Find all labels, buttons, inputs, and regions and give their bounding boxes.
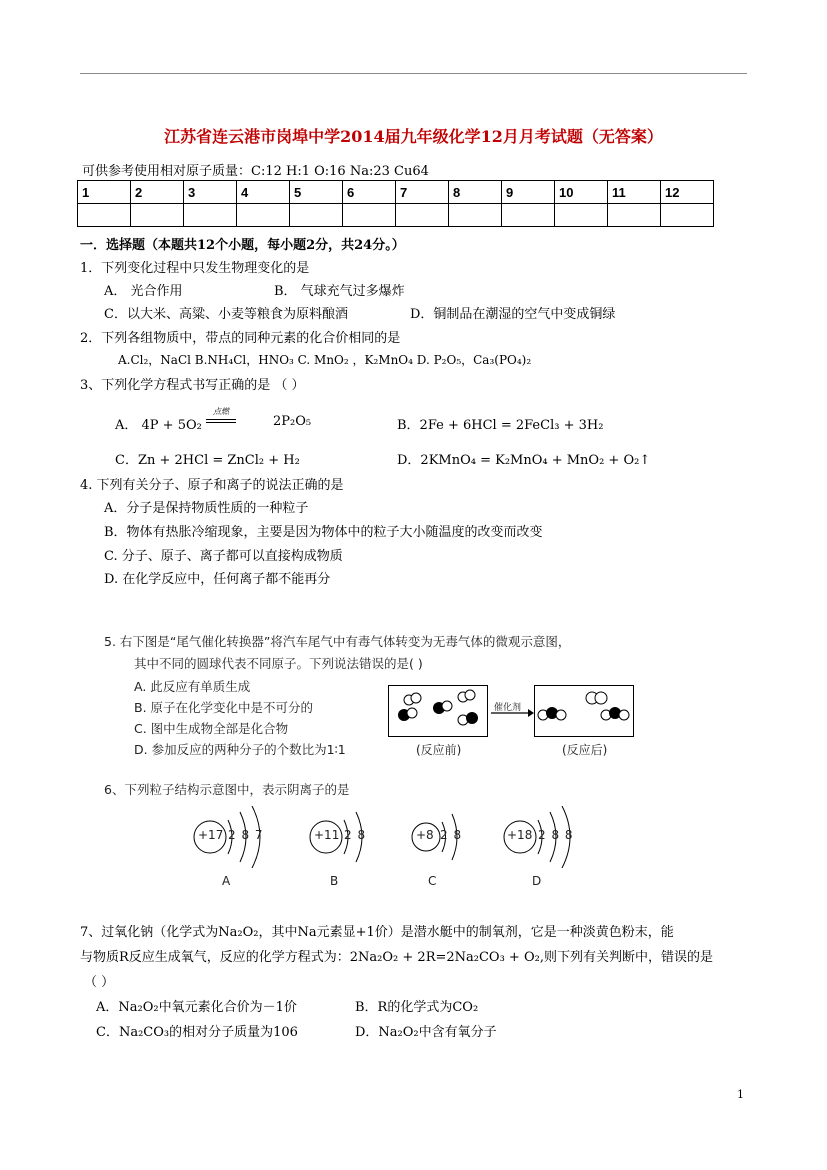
particle-b-label: B [330, 874, 339, 888]
q5-option-d: D. 参加反应的两种分子的个数比为1∶1 [134, 742, 346, 757]
q7-line-1: 7、过氧化钠（化学式为Na₂O₂，其中Na元素显+1价）是潜水艇中的制氧剂，它是一种淡黄色粉末，能 [80, 925, 674, 940]
particle-c-shells: 2 8 [440, 828, 463, 842]
q3-option-b: B．2Fe + 6HCl = 2FeCl₃ + 3H₂ [397, 418, 604, 433]
particle-b-nucleus: +11 [314, 828, 340, 842]
q7-option-c: C．Na₂CO₃的相对分子质量为106 [96, 1025, 298, 1040]
q1-option-c: C．以大米、高粱、小麦等粮食为原料酿酒 [104, 307, 348, 322]
answer-table-header-cell: 11 [608, 181, 661, 204]
answer-cell[interactable] [555, 204, 608, 227]
particle-d-shells: 2 8 8 [538, 828, 574, 842]
reaction-before-box [388, 685, 488, 737]
q3-condition: 点燃 [213, 407, 229, 416]
atomic-mass-note: 可供参考使用相对原子质量：C:12 H:1 O:16 Na:23 Cu64 [82, 164, 429, 179]
particle-b-shells: 2 8 [344, 828, 367, 842]
answer-cell[interactable] [237, 204, 290, 227]
q5-option-a: A. 此反应有单质生成 [134, 679, 251, 694]
catalyst-label: 催化剂 [494, 703, 522, 713]
answer-table-header-cell: 7 [396, 181, 449, 204]
particle-a-nucleus: +17 [198, 828, 224, 842]
q7-line-2: 与物质R反应生成氧气，反应的化学方程式为：2Na₂O₂ + 2R=2Na₂CO₃ + O₂,则下列有关判断中，错误的是 [80, 950, 713, 965]
answer-cell[interactable] [290, 204, 343, 227]
answer-table-header-cell: 5 [290, 181, 343, 204]
q3-option-a-left: A． 4P + 5O₂ [115, 418, 202, 433]
particle-a-label: A [222, 874, 231, 888]
answer-table-header-cell: 2 [131, 181, 184, 204]
particle-d [498, 806, 588, 888]
particle-c [406, 806, 476, 888]
answer-cell[interactable] [608, 204, 661, 227]
answer-table-header-cell: 10 [555, 181, 608, 204]
answer-table-header-cell: 8 [449, 181, 502, 204]
q2-stem: 2．下列各组物质中，带点的同种元素的化合价相同的是 [80, 331, 401, 346]
q5-option-c: C. 图中生成物全部是化合物 [134, 721, 289, 736]
particle-b [306, 806, 376, 888]
particle-c-nucleus: +8 [416, 828, 434, 842]
q4-option-b: B．物体有热胀冷缩现象，主要是因为物体中的粒子大小随温度的改变而改变 [104, 525, 543, 540]
q7-option-b: B．R的化学式为CO₂ [355, 1000, 479, 1015]
q7-option-a: A．Na₂O₂中氧元素化合价为－1价 [96, 1000, 297, 1015]
section-heading: 一．选择题（本题共12个小题，每小题2分，共24分。） [80, 238, 405, 253]
particle-d-nucleus: +18 [507, 828, 533, 842]
q4-option-c: C. 分子、原子、离子都可以直接构成物质 [104, 549, 343, 564]
answer-table [77, 180, 714, 227]
q5-stem-1: 5. 右下图是“尾气催化转换器”将汽车尾气中有毒气体转变为无毒气体的微观示意图， [104, 634, 571, 649]
answer-table-header-cell: 1 [78, 181, 131, 204]
q4-stem: 4. 下列有关分子、原子和离子的说法正确的是 [80, 478, 344, 493]
q1-option-d: D．铜制品在潮湿的空气中变成铜绿 [410, 307, 616, 322]
particle-d-label: D [532, 874, 542, 888]
q7-line-3: （ ） [84, 975, 115, 990]
answer-cell[interactable] [396, 204, 449, 227]
answer-table-header-cell: 4 [237, 181, 290, 204]
reaction-arrow-icon [490, 708, 534, 718]
answer-cell[interactable] [78, 204, 131, 227]
answer-cell[interactable] [502, 204, 555, 227]
q1-option-a: A． 光合作用 [104, 284, 183, 299]
q5-option-b: B. 原子在化学变化中是不可分的 [134, 700, 314, 715]
q4-option-d: D. 在化学反应中，任何离子都不能再分 [104, 572, 331, 587]
particle-c-label: C [428, 874, 437, 888]
label-after: (反应后) [562, 743, 608, 757]
header-rule [80, 73, 747, 74]
page-number: 1 [737, 1088, 744, 1101]
answer-table-header-cell: 12 [661, 181, 714, 204]
q3-option-d: D．2KMnO₄ = K₂MnO₄ + MnO₂ + O₂↑ [397, 453, 651, 468]
particle-a-shells: 2 8 7 [228, 828, 264, 842]
answer-table-header-cell: 3 [184, 181, 237, 204]
answer-cell[interactable] [131, 204, 184, 227]
page-title: 江苏省连云港市岗埠中学2014届九年级化学12月月考试题（无答案） [164, 127, 663, 146]
answer-table-header-cell: 9 [502, 181, 555, 204]
label-before: (反应前) [416, 743, 462, 757]
reaction-after-box [534, 685, 634, 737]
q6-stem: 6、下列粒子结构示意图中，表示阴离子的是 [104, 782, 350, 797]
molecules-after [535, 686, 633, 736]
q5-stem-2: 其中不同的圆球代表不同原子。下列说法错误的是( ) [134, 656, 423, 671]
answer-cell[interactable] [449, 204, 502, 227]
q3-stem: 3、下列化学方程式书写正确的是 （ ） [80, 378, 305, 393]
q7-option-d: D．Na₂O₂中含有氧分子 [355, 1025, 497, 1040]
answer-cell[interactable] [343, 204, 396, 227]
answer-cell[interactable] [661, 204, 714, 227]
molecules-before [389, 686, 487, 736]
particle-a [190, 806, 280, 888]
answer-cell[interactable] [184, 204, 237, 227]
q3-option-c: C．Zn + 2HCl = ZnCl₂ + H₂ [115, 453, 300, 468]
q4-option-a: A．分子是保持物质性质的一种粒子 [104, 501, 309, 516]
q1-option-b: B． 气球充气过多爆炸 [274, 284, 405, 299]
q2-options: A.Cl₂，NaCl B.NH₄Cl，HNO₃ C. MnO₂ ，K₂MnO₄ D. P₂O₅，Ca₃(PO₄)₂ [118, 353, 532, 367]
q3-equals-sign [206, 419, 236, 423]
q1-stem: 1．下列变化过程中只发生物理变化的是 [80, 261, 310, 276]
q3-option-a-right: 2P₂O₅ [273, 414, 312, 429]
answer-table-header-cell: 6 [343, 181, 396, 204]
